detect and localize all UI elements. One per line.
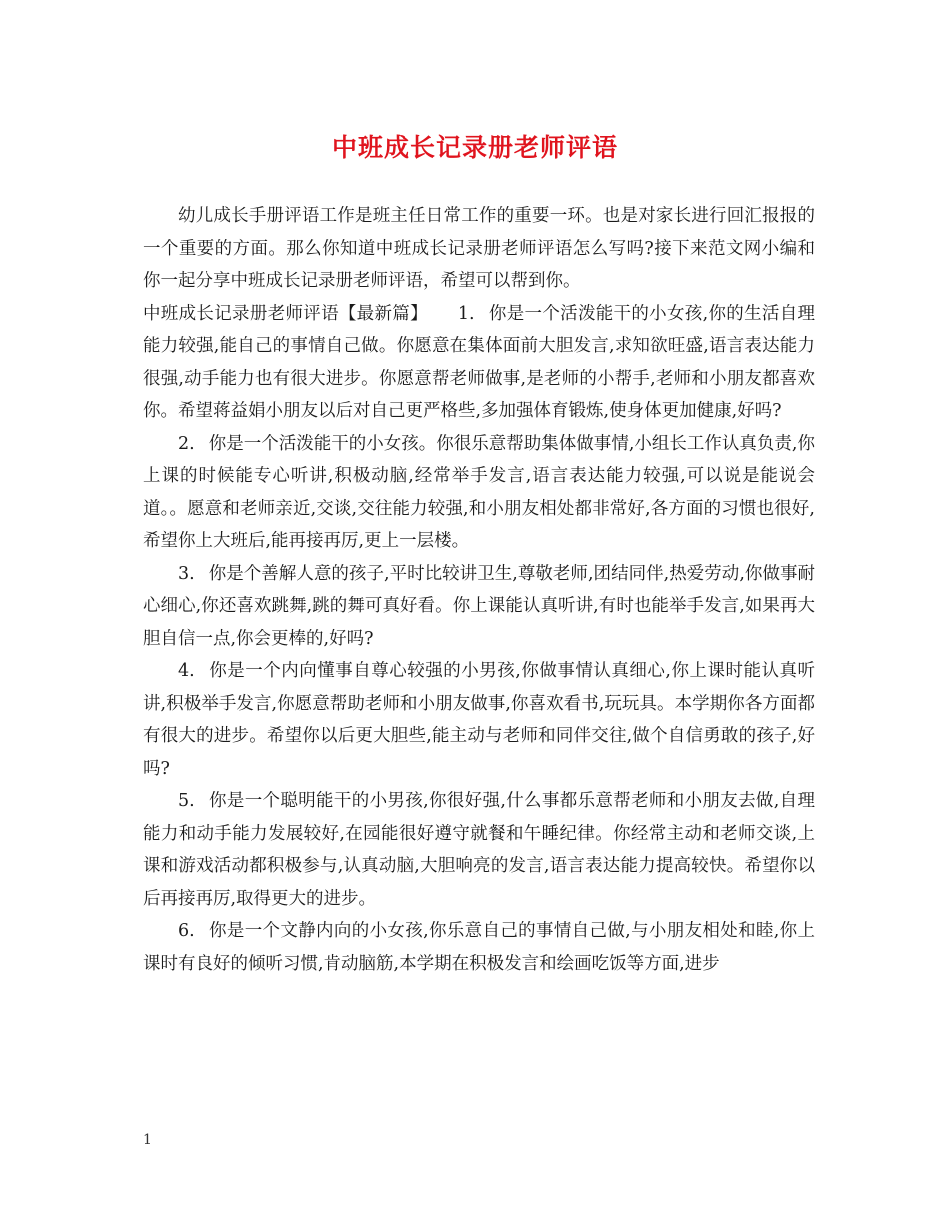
item-text: 你是一个聪明能干的小男孩,你很好强,什么事都乐意帮老师和小朋友去做,自理能力和动手能力发展较好,在园能很好遵守就餐和午睡纪律。你经常主动和老师交谈,上课和游戏活动都积极参与,认真动脑,大胆响亮的发言,语言表达能力提高较快。希望你以后再接再厉,取得更大的进步。	[143, 791, 815, 909]
intro-paragraph: 幼儿成长手册评语工作是班主任日常工作的重要一环。也是对家长进行回汇报报的一个重要的方面。那么你知道中班成长记录册老师评语怎么写吗?接下来范文网小编和你一起分享中班成长记录册老师评语，希望可以帮到你。	[143, 206, 815, 291]
item-text: 你是一个文静内向的小女孩,你乐意自己的事情自己做,与小朋友相处和睦,你上课时有良好的倾听习惯,肯动脑筋,本学期在积极发言和绘画吃饭等方面,进步	[143, 921, 815, 974]
item-paragraph-1	[143, 298, 815, 428]
document-title: 中班成长记录册老师评语	[331, 133, 618, 162]
item-number: 2.	[178, 433, 195, 454]
item-text: 你是一个内向懂事自尊心较强的小男孩,你做事情认真细心,你上课时能认真听讲,积极举手发言,你愿意帮助老师和小朋友做事,你喜欢看书,玩玩具。本学期你各方面都有很大的进步。希望你以后更大胆些,能主动与老师和同伴交往,做个自信勇敢的孩子,好吗?	[143, 661, 815, 779]
item-paragraph-2	[143, 428, 815, 558]
section-heading: 中班成长记录册老师评语【最新篇】	[143, 303, 428, 324]
item-paragraph-3	[143, 558, 815, 656]
document-body	[143, 200, 815, 980]
item-paragraph-5	[143, 785, 815, 915]
page-number: 1	[143, 1132, 152, 1148]
item-number: 3.	[178, 563, 195, 584]
item-number: 4.	[178, 661, 195, 681]
item-number: 6.	[178, 921, 195, 941]
item-text: 你是一个活泼能干的小女孩,你的生活自理能力较强,能自己的事情自己做。你愿意在集体面前大胆发言,求知欲旺盛,语言表达能力很强,动手能力也有很大进步。你愿意帮老师做事,是老师的小帮手,老师和小朋友都喜欢你。希望蒋益娟小朋友以后对自己更严格些,多加强体育锻炼,使身体更加健康,好吗?	[143, 303, 815, 421]
item-number: 5.	[178, 791, 195, 811]
item-paragraph-4	[143, 655, 815, 785]
item-text: 你是个善解人意的孩子,平时比较讲卫生,尊敬老师,团结同伴,热爱劳动,你做事耐心细心,你还喜欢跳舞,跳的舞可真好看。你上课能认真听讲,有时也能举手发言,如果再大胆自信一点,你会更棒的,好吗?	[143, 563, 815, 649]
item-text: 你是一个活泼能干的小女孩。你很乐意帮助集体做事情,小组长工作认真负责,你上课的时候能专心听讲,积极动脑,经常举手发言,语言表达能力较强,可以说是能说会道。。愿意和老师亲近,交谈,交往能力较强,和小朋友相处都非常好,各方面的习惯也很好,希望你上大班后,能再接再厉,更上一层楼。	[143, 433, 815, 551]
item-number: 1.	[457, 303, 475, 324]
item-paragraph-6	[143, 915, 815, 980]
